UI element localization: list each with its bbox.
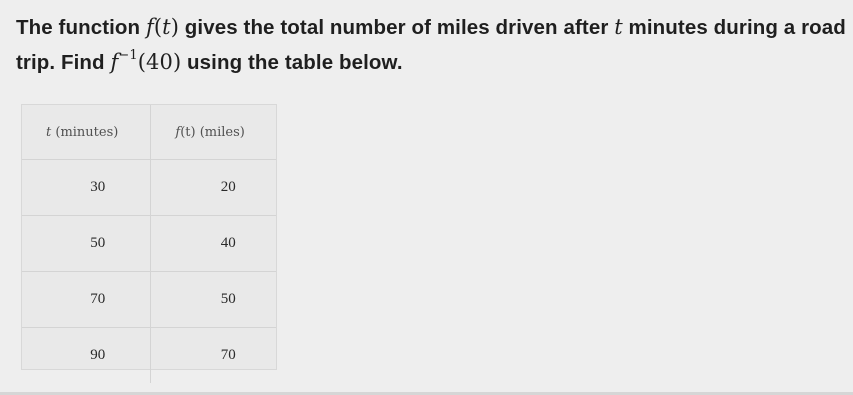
header-miles bbox=[151, 105, 276, 160]
variable-t-2: t bbox=[614, 15, 623, 39]
question-end: using the table below. bbox=[181, 51, 403, 74]
inverse-argument: (40) bbox=[137, 50, 182, 74]
variable-t-inline bbox=[614, 15, 623, 39]
cell-minutes: 90 bbox=[22, 328, 151, 384]
cell-miles: 70 bbox=[151, 328, 276, 384]
variable-t: t bbox=[162, 15, 171, 39]
cell-miles: 40 bbox=[151, 216, 276, 272]
inverse-exponent: −1 bbox=[118, 48, 138, 63]
function-notation bbox=[146, 15, 179, 39]
inverse-function-symbol: f bbox=[110, 50, 119, 74]
header-f-symbol: f bbox=[175, 124, 181, 140]
cell-miles: 20 bbox=[151, 160, 276, 216]
paren-open: ( bbox=[153, 15, 163, 39]
cell-minutes: 50 bbox=[22, 216, 151, 272]
cell-minutes: 70 bbox=[22, 272, 151, 328]
table-row bbox=[22, 160, 276, 216]
header-minutes bbox=[22, 105, 151, 160]
question-text bbox=[16, 10, 846, 80]
table-row bbox=[22, 272, 276, 328]
table-header-row bbox=[22, 105, 276, 160]
header-f-arg: (t) bbox=[180, 124, 196, 140]
header-f-unit: (miles) bbox=[195, 124, 245, 140]
function-symbol: f bbox=[145, 15, 154, 39]
header-t-var: t bbox=[46, 124, 52, 140]
paren-close: ) bbox=[170, 15, 179, 39]
question-middle: gives the total number of miles driven after bbox=[179, 16, 615, 39]
inverse-function-notation bbox=[110, 50, 181, 74]
question-after-t: minutes during a road trip. Find bbox=[16, 16, 846, 74]
table-row bbox=[22, 216, 276, 272]
question-intro: The function bbox=[16, 16, 146, 39]
header-t-unit: (minutes) bbox=[51, 124, 119, 140]
cell-minutes: 30 bbox=[22, 160, 151, 216]
data-table bbox=[22, 105, 276, 383]
table-row bbox=[22, 328, 276, 384]
data-table-container bbox=[21, 104, 277, 370]
cell-miles: 50 bbox=[151, 272, 276, 328]
